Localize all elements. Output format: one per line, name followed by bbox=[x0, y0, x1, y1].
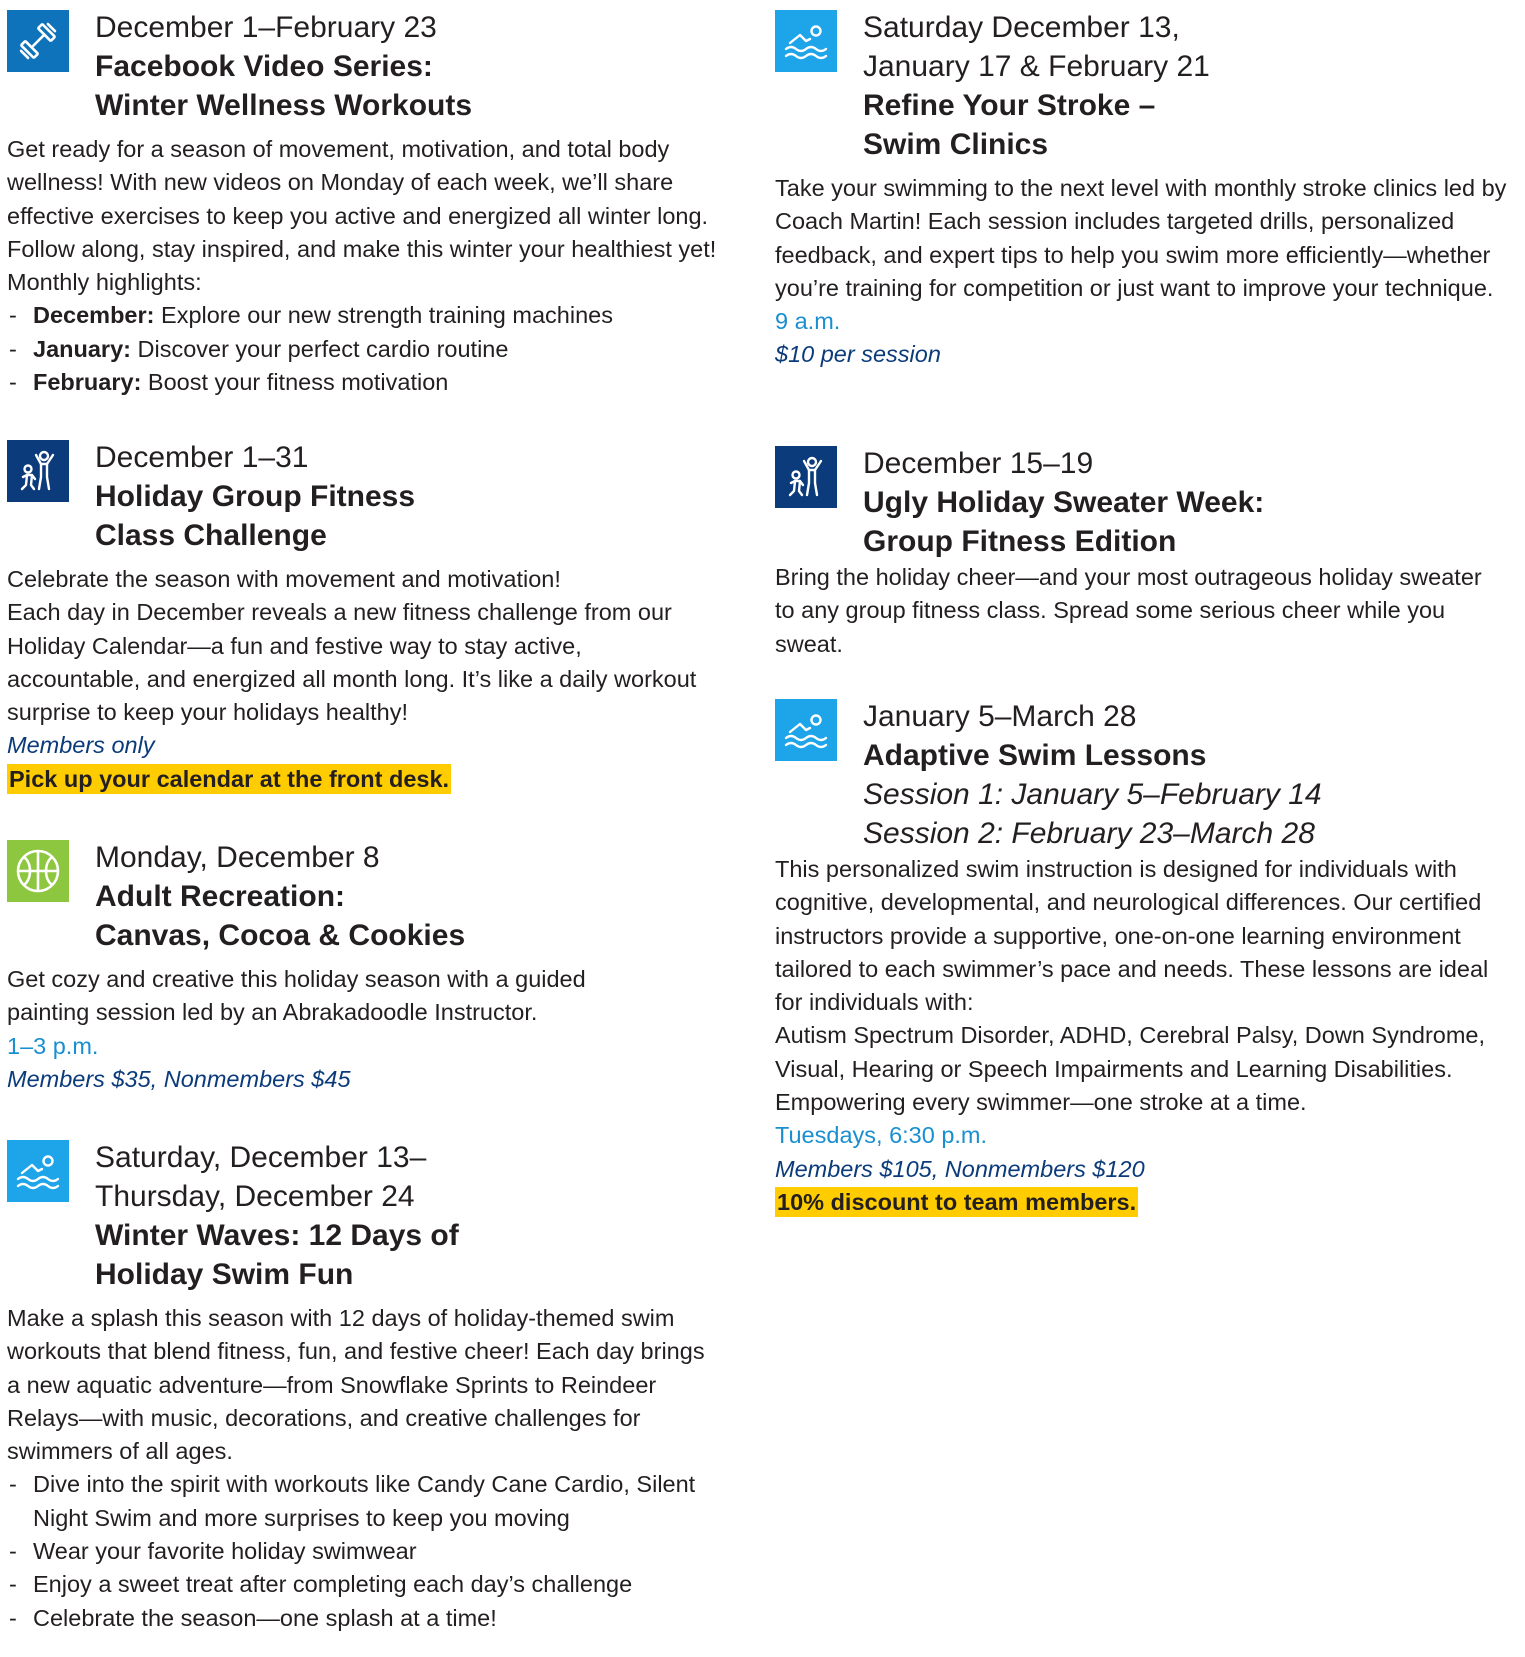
list-item: - Enjoy a sweet treat after completing each day’s challenge bbox=[7, 1568, 707, 1601]
event-title: Ugly Holiday Sweater Week: bbox=[863, 486, 1265, 519]
event-date-line2: January 17 & February 21 bbox=[863, 50, 1210, 83]
event-price: Members $35, Nonmembers $45 bbox=[7, 1065, 351, 1092]
event-title: Winter Waves: 12 Days of bbox=[95, 1219, 459, 1252]
event-title-line2: Class Challenge bbox=[95, 519, 327, 552]
event-date: December 15–19 bbox=[863, 447, 1094, 480]
event-time: 1–3 p.m. bbox=[7, 1032, 99, 1059]
event-date: Saturday December 13, bbox=[863, 11, 1180, 44]
eligibility: Members only bbox=[7, 732, 155, 759]
event-conditions: Autism Spectrum Disorder, ADHD, Cerebral Palsy, Down Syndrome, Visual, Hearing or Speech Impairments and Learning Disabilities. Empowering every swimmer—one stroke at a time. bbox=[775, 1022, 1486, 1116]
event-title-line2: Canvas, Cocoa & Cookies bbox=[95, 919, 466, 952]
event-winter-wellness bbox=[7, 8, 747, 399]
event-date: January 5–March 28 bbox=[863, 700, 1137, 733]
event-title: Facebook Video Series: bbox=[95, 50, 433, 83]
event-title-line2: Swim Clinics bbox=[863, 128, 1049, 161]
event-time: Tuesdays, 6:30 p.m. bbox=[775, 1122, 988, 1149]
swimmer-icon bbox=[775, 10, 837, 72]
list-item: - December: Explore our new strength training machines bbox=[7, 299, 737, 332]
activities-list bbox=[7, 1468, 707, 1634]
event-swim-clinics bbox=[775, 8, 1515, 372]
event-description: Get ready for a season of movement, motivation, and total body wellness! With new videos on Monday of each week, we’ll share effective exercises to keep you active and energized all winter long. Follow along, stay inspired, and make this winter your healthiest yet! Monthly highlights: bbox=[7, 136, 717, 296]
event-canvas-cocoa-cookies bbox=[7, 838, 747, 1096]
list-item: - Dive into the spirit with workouts like Candy Cane Cardio, Silent Night Swim and more surprises to keep you moving bbox=[7, 1468, 707, 1535]
session-1: Session 1: January 5–February 14 bbox=[863, 778, 1322, 811]
event-price: $10 per session bbox=[775, 341, 941, 368]
event-title: Adaptive Swim Lessons bbox=[863, 739, 1207, 772]
group-fitness-icon bbox=[7, 440, 69, 502]
event-adaptive-swim-lessons bbox=[775, 697, 1515, 1219]
highlight-note: Pick up your calendar at the front desk. bbox=[9, 765, 450, 792]
event-title-line2: Holiday Swim Fun bbox=[95, 1258, 354, 1291]
event-ugly-sweater-week bbox=[775, 444, 1515, 661]
event-description: Take your swimming to the next level with monthly stroke clinics led by Coach Martin! Each session includes targeted drills, personalized feedback, and expert tips to help you swim more efficiently—whether you’re training for competition or just want to improve your technique. bbox=[775, 175, 1507, 301]
event-description: Get cozy and creative this holiday season with a guided painting session led by an Abrakadoodle Instructor. bbox=[7, 966, 586, 1026]
list-item: - February: Boost your fitness motivation bbox=[7, 366, 737, 399]
event-date: December 1–February 23 bbox=[95, 11, 437, 44]
event-date: Monday, December 8 bbox=[95, 841, 380, 874]
highlights-list bbox=[7, 299, 737, 399]
event-price: Members $105, Nonmembers $120 bbox=[775, 1155, 1145, 1182]
basketball-icon bbox=[7, 840, 69, 902]
swimmer-icon bbox=[775, 699, 837, 761]
event-title: Refine Your Stroke – bbox=[863, 89, 1156, 122]
swimmer-icon bbox=[7, 1140, 69, 1202]
list-item: - January: Discover your perfect cardio routine bbox=[7, 333, 737, 366]
event-holiday-group-fitness bbox=[7, 438, 747, 796]
event-description: This personalized swim instruction is designed for individuals with cognitive, developmental, and neurological differences. Our certified instructors provide a supportive, one-on-one learning environment tailored to each swimmer’s pace and needs. These lessons are ideal for individuals with: bbox=[775, 856, 1489, 1016]
list-item: - Celebrate the season—one splash at a time! bbox=[7, 1602, 707, 1635]
event-title-line2: Winter Wellness Workouts bbox=[95, 89, 473, 122]
highlight-note: 10% discount to team members. bbox=[777, 1188, 1137, 1215]
event-winter-waves bbox=[7, 1138, 747, 1635]
group-fitness-icon bbox=[775, 446, 837, 508]
event-date: Saturday, December 13– bbox=[95, 1141, 427, 1174]
event-title-line2: Group Fitness Edition bbox=[863, 525, 1177, 558]
event-description: Make a splash this season with 12 days of holiday-themed swim workouts that blend fitness, fun, and festive cheer! Each day brings a new aquatic adventure—from Snowflake Sprints to Reindeer Relays—with music, decorations, and creative challenges for swimmers of all ages. bbox=[7, 1305, 705, 1465]
dumbbell-icon bbox=[7, 10, 69, 72]
event-time: 9 a.m. bbox=[775, 308, 841, 335]
event-date: December 1–31 bbox=[95, 441, 309, 474]
event-description-2: Each day in December reveals a new fitness challenge from our Holiday Calendar—a fun and festive way to stay active, accountable, and energized all month long. It’s like a daily workout surprise to keep your holidays healthy! bbox=[7, 599, 697, 726]
event-description: Celebrate the season with movement and motivation! bbox=[7, 566, 561, 592]
event-description: Bring the holiday cheer—and your most outrageous holiday sweater to any group fitness class. Spread some serious cheer while you sweat. bbox=[775, 564, 1482, 657]
list-item: - Wear your favorite holiday swimwear bbox=[7, 1535, 707, 1568]
session-2: Session 2: February 23–March 28 bbox=[863, 817, 1315, 850]
event-date-line2: Thursday, December 24 bbox=[95, 1180, 415, 1213]
event-title: Holiday Group Fitness bbox=[95, 480, 416, 513]
event-title: Adult Recreation: bbox=[95, 880, 346, 913]
